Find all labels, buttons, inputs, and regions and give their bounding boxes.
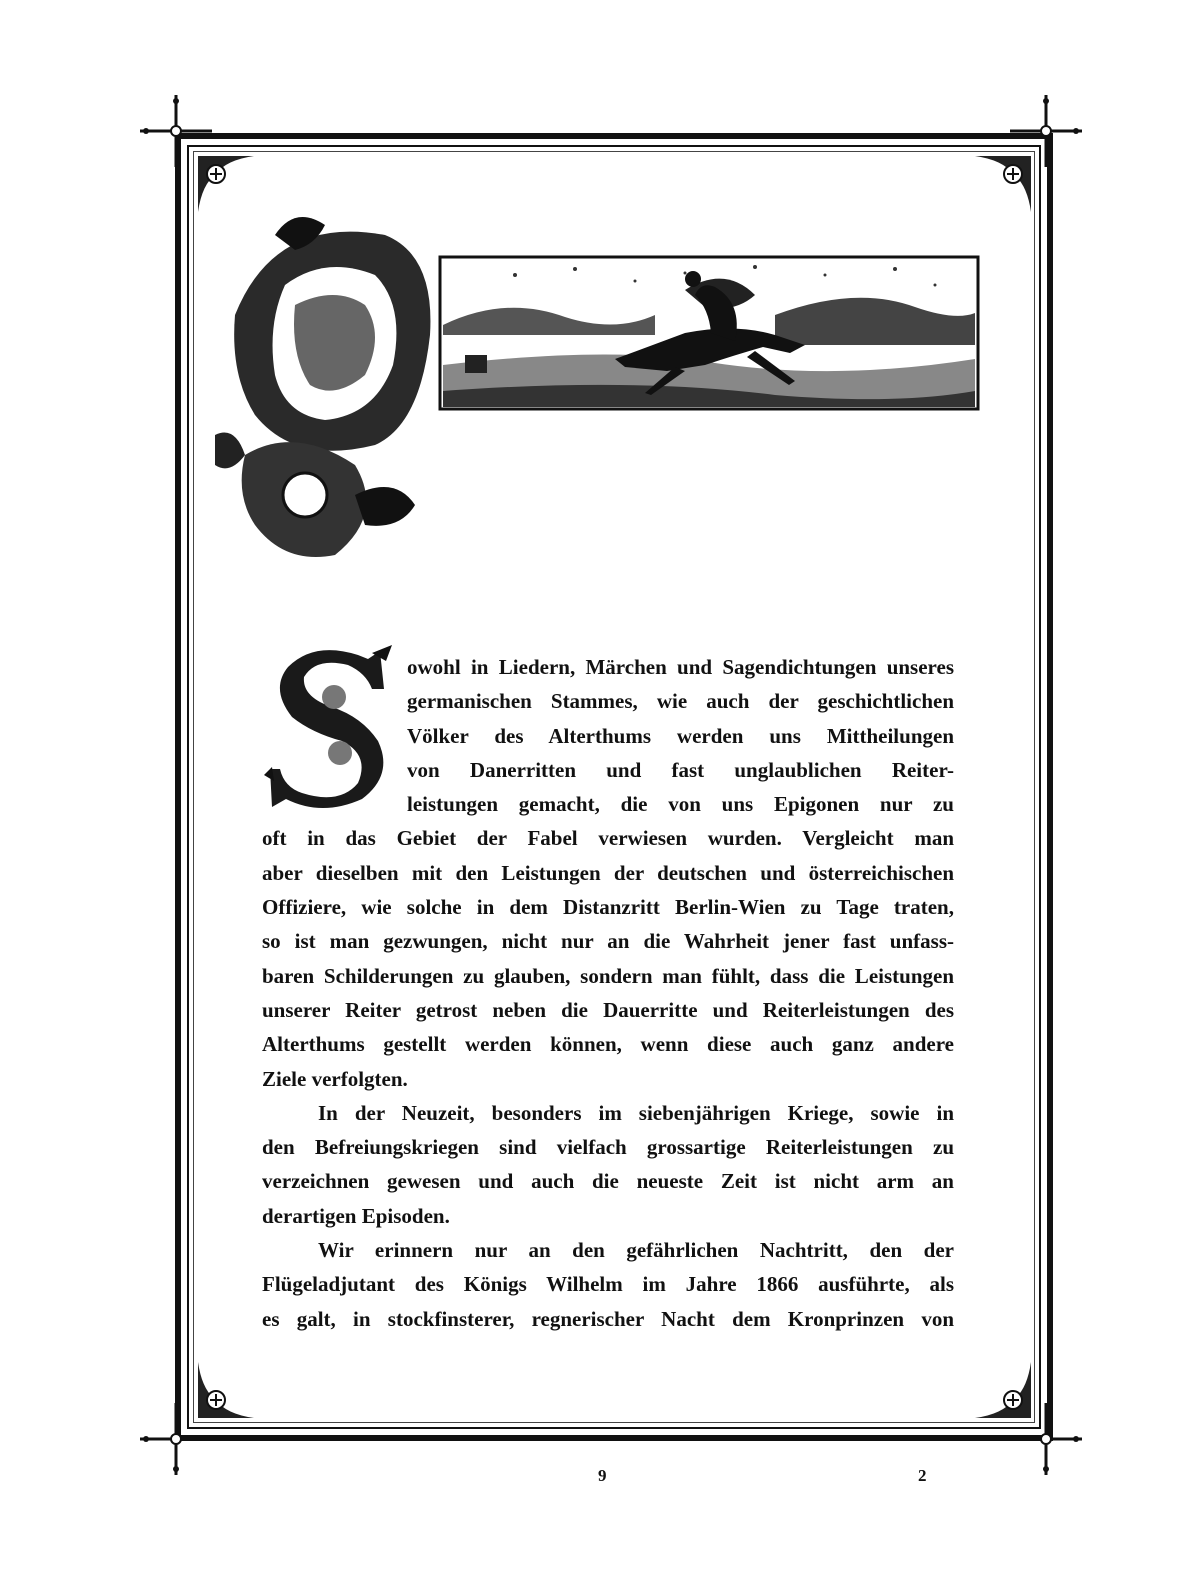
corner-flourish-bottom-right-icon <box>973 1360 1033 1420</box>
ornamental-initial-icon <box>215 217 430 557</box>
text-line: baren Schilderungen zu glauben, sondern man fühlt, dass die Leistungen <box>262 963 954 988</box>
text-line: Offiziere, wie solche in dem Distanzritt Berlin-Wien zu Tage traten, <box>262 895 954 920</box>
text-line: Wir erinnern nur an den gefährlichen Nachtritt, den der <box>318 1238 954 1263</box>
text-line: derartigen Episoden. <box>262 1203 450 1228</box>
signature-mark: 9 <box>598 1466 607 1485</box>
header-illustration <box>215 195 1005 575</box>
text-line: unserer Reiter getrost neben die Dauerritte und Reiterleistungen des <box>262 997 954 1022</box>
text-line: so ist man gezwungen, nicht nur an die Wahrheit jener fast unfass- <box>262 929 954 954</box>
corner-flourish-bottom-left-icon <box>196 1360 256 1420</box>
text-line: germanischen Stammes, wie auch der geschichtlichen <box>407 689 954 714</box>
text-line: von Danerritten und fast unglaublichen Reiter- <box>407 757 954 782</box>
text-line: Flügeladjutant des Königs Wilhelm im Jahre 1866 ausführte, als <box>262 1272 954 1297</box>
text-line: den Befreiungskriegen sind vielfach grossartige Reiterleistungen zu <box>262 1135 954 1160</box>
text-line: Völker des Alterthums werden uns Mittheilungen <box>407 723 954 748</box>
paragraph-1 <box>262 650 954 821</box>
text-line: es galt, in stockfinsterer, regnerischer Nacht dem Kronprinzen von <box>262 1306 954 1331</box>
text-line: leistungen gemacht, die von uns Epigonen nur zu <box>407 792 954 817</box>
text-line: In der Neuzeit, besonders im siebenjährigen Kriege, sowie in <box>318 1100 954 1125</box>
text-line: Alterthums gestellt werden können, wenn diese auch ganz andere <box>262 1032 954 1057</box>
text-line: oft in das Gebiet der Fabel verwiesen wurden. Vergleicht man <box>262 826 954 851</box>
text-line: aber dieselben mit den Leistungen der deutschen und österreichischen <box>262 860 954 885</box>
body-text <box>262 650 954 1336</box>
text-line: verzeichnen gewesen und auch die neueste Zeit ist nicht arm an <box>262 1169 954 1194</box>
text-line: owohl in Liedern, Märchen und Sagendichtungen unseres <box>407 655 954 679</box>
riding-scene-image <box>440 257 978 409</box>
page-number: 2 <box>918 1466 927 1485</box>
text-line: Ziele verfolgten. <box>262 1066 408 1091</box>
